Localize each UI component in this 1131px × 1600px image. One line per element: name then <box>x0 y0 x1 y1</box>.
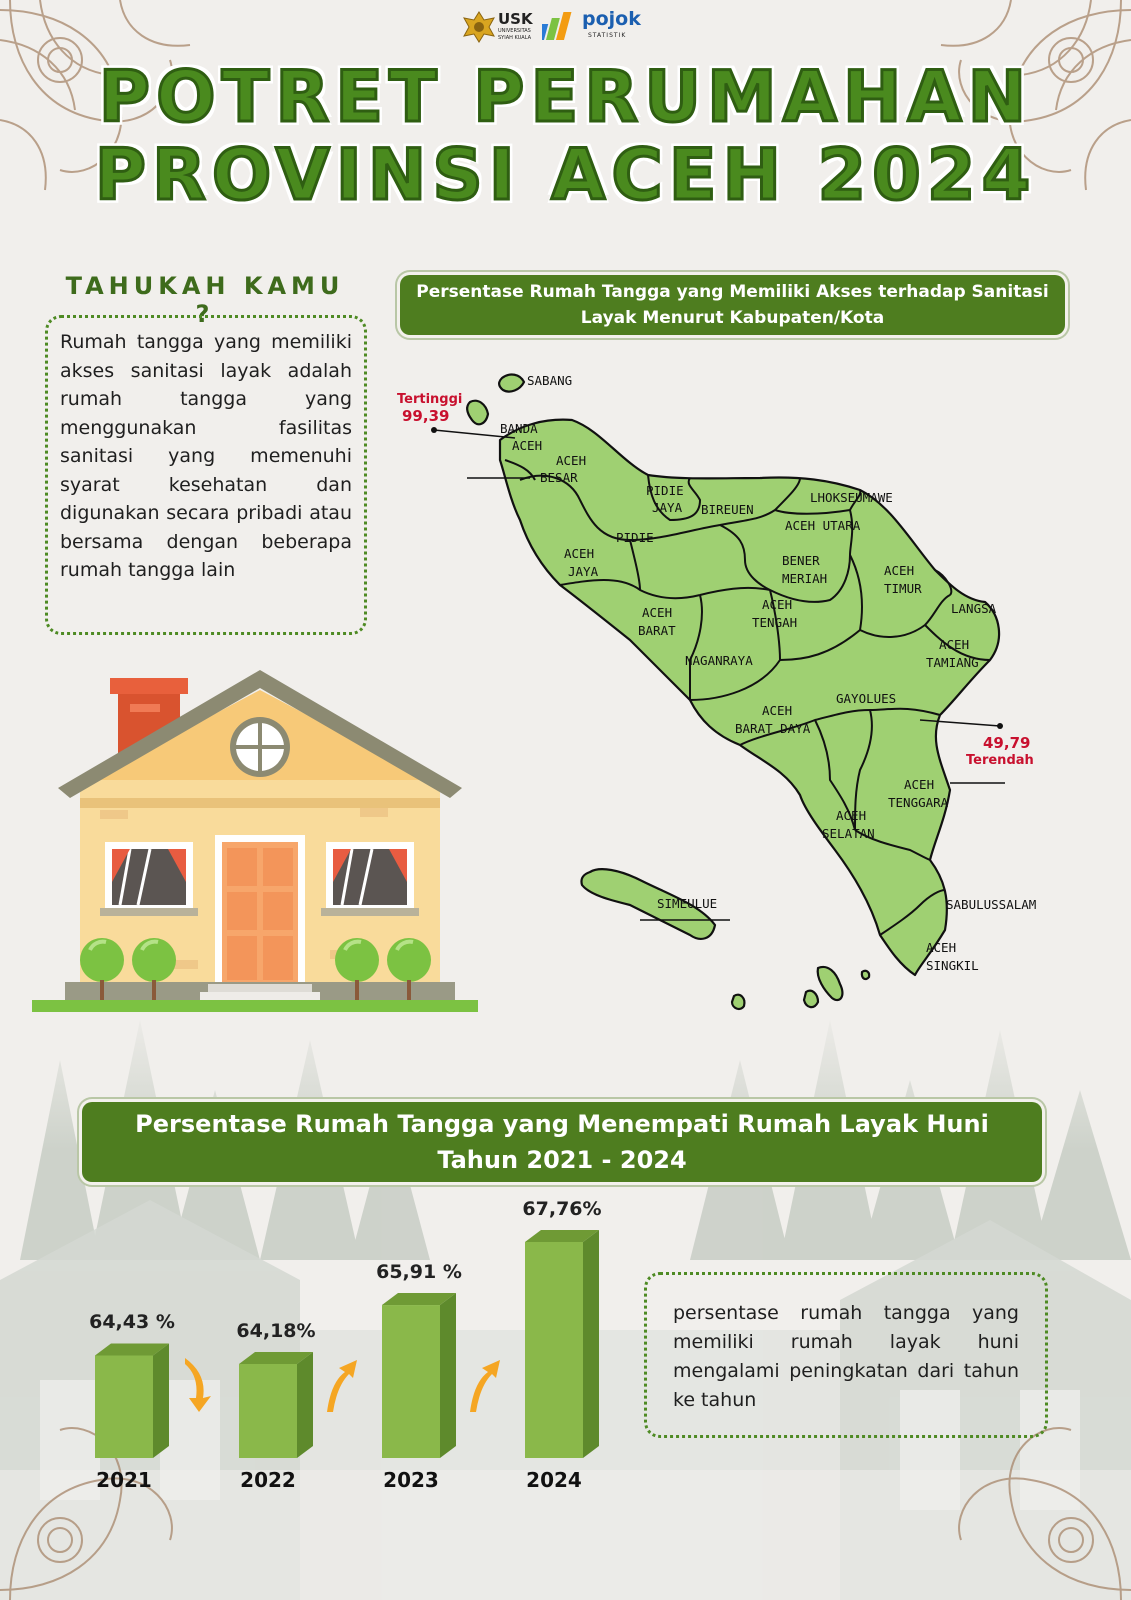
label-acehjaya-2: JAYA <box>568 564 599 579</box>
bar-front-2022 <box>239 1364 297 1458</box>
bar-value-label-2021: 64,43 % <box>89 1311 175 1334</box>
label-langsa: LANGSA <box>951 601 997 616</box>
label-simeulue: SIMEULUE <box>657 896 718 911</box>
logo-usk-sub1: UNIVERSITAS <box>498 28 531 34</box>
label-acehtimur-2: TIMUR <box>884 581 922 596</box>
label-sabang: SABANG <box>527 373 573 388</box>
chart-banner <box>82 1102 1042 1182</box>
label-abdya-2: BARAT DAYA <box>735 721 811 736</box>
highest-marker <box>431 427 437 433</box>
label-besar-2: BESAR <box>540 470 578 485</box>
chart-banner-line1: Persentase Rumah Tangga yang Menempati Rumah Layak Huni <box>135 1110 989 1138</box>
map-island-banyak2 <box>804 991 818 1007</box>
chart-banner-line2: Tahun 2021 - 2024 <box>437 1146 687 1174</box>
label-bener-2: MERIAH <box>782 571 828 586</box>
label-acehtengah-2: TENGAH <box>752 615 798 630</box>
label-tenggara-1: ACEH <box>904 777 935 792</box>
label-pidiejaya-1: PIDIE <box>646 483 684 498</box>
trend-down-arrow-icon <box>185 1358 211 1412</box>
label-tamiang-2: TAMIANG <box>926 655 979 670</box>
logo-usk-sub2: SYIAH KUALA <box>498 35 532 41</box>
label-acehutara: ACEH UTARA <box>785 518 861 533</box>
logo-pojok-text: pojok <box>582 8 641 30</box>
label-banda-2: ACEH <box>512 438 543 453</box>
label-besar-1: ACEH <box>556 453 587 468</box>
label-tenggara-2: TENGGARA <box>888 795 949 810</box>
bar-2021 <box>95 1343 169 1458</box>
label-acehjaya-1: ACEH <box>564 546 595 561</box>
map-island-sabang <box>499 375 524 392</box>
highest-value: 99,39 <box>402 407 450 425</box>
map-island-breueh <box>467 401 488 425</box>
page-title-line1: POTRET PERUMAHAN <box>98 56 1033 138</box>
bar-2023 <box>382 1293 456 1458</box>
label-subulussalam: SABULUSSALAM <box>946 897 1037 912</box>
bar-front-2023 <box>382 1305 440 1458</box>
lowest-label: Terendah <box>966 753 1034 768</box>
highest-label: Tertinggi <box>397 392 463 407</box>
bar-front-2021 <box>95 1355 153 1458</box>
info-heading: TAHUKAH KAMU ? <box>65 272 345 328</box>
label-singkil-1: ACEH <box>926 940 957 955</box>
lowest-value: 49,79 <box>983 734 1031 752</box>
trend-up-arrow-icon <box>327 1360 357 1412</box>
bar-2024 <box>525 1230 599 1458</box>
bar-value-label-2024: 67,76% <box>522 1198 602 1220</box>
info-text: Rumah tangga yang memiliki akses sanitasi layak adalah rumah tangga yang menggunakan fasilitas sanitasi yang memenuhi syarat kesehatan dan digunakan secara pribadi atau bersama dengan beberapa rumah tangga lain <box>60 331 352 581</box>
bar-2022 <box>239 1352 313 1458</box>
label-acehtengah-1: ACEH <box>762 597 793 612</box>
label-bireuen: BIREUEN <box>701 502 754 517</box>
label-acehbarat-2: BARAT <box>638 623 676 638</box>
label-abdya-1: ACEH <box>762 703 793 718</box>
map-island-banyak1 <box>818 967 843 1000</box>
label-selatan-1: ACEH <box>836 808 867 823</box>
note-text: persentase rumah tangga yang memiliki rumah layak huni mengalami peningkatan dari tahun ke tahun <box>673 1302 1019 1411</box>
bar-side-2021 <box>153 1343 169 1458</box>
bar-value-label-2023: 65,91 % <box>376 1261 462 1284</box>
label-selatan-2: SELATAN <box>822 826 875 841</box>
page-title-line2: PROVINSI ACEH 2024 <box>94 134 1037 216</box>
bar-year-label-2024: 2024 <box>526 1468 582 1492</box>
bar-value-label-2022: 64,18% <box>236 1320 316 1342</box>
bar-year-label-2022: 2022 <box>240 1468 296 1492</box>
bar-side-2022 <box>297 1352 313 1458</box>
label-banda-1: BANDA <box>500 421 538 436</box>
bar-year-label-2023: 2023 <box>383 1468 439 1492</box>
lowest-marker <box>997 723 1003 729</box>
label-tamiang-1: ACEH <box>939 637 970 652</box>
note-box <box>644 1272 1048 1438</box>
bar-side-2023 <box>440 1293 456 1458</box>
bar-front-2024 <box>525 1242 583 1458</box>
map-banner-line1: Persentase Rumah Tangga yang Memiliki Akses terhadap Sanitasi <box>416 282 1049 302</box>
trend-up-arrow-icon <box>470 1360 500 1412</box>
label-pidie: PIDIE <box>616 530 654 545</box>
label-singkil-2: SINGKIL <box>926 958 979 973</box>
label-pidiejaya-2: JAYA <box>652 500 683 515</box>
label-lhokseumawe: LHOKSEUMAWE <box>810 490 893 505</box>
map-banner-line2: Layak Menurut Kabupaten/Kota <box>580 308 885 328</box>
map-island-tiny <box>862 971 869 979</box>
bar-side-2024 <box>583 1230 599 1458</box>
label-acehtimur-1: ACEH <box>884 563 915 578</box>
logo-usk-text: USK <box>498 10 533 28</box>
bar-chart <box>0 1180 700 1500</box>
label-gayolues: GAYOLUES <box>836 691 897 706</box>
label-bener-1: BENER <box>782 553 820 568</box>
bar-year-label-2021: 2021 <box>96 1468 152 1492</box>
logo-pojok-sub: STATISTIK <box>588 32 627 39</box>
label-naganraya: NAGANRAYA <box>685 653 753 668</box>
map-island-small <box>732 995 744 1009</box>
label-acehbarat-1: ACEH <box>642 605 673 620</box>
